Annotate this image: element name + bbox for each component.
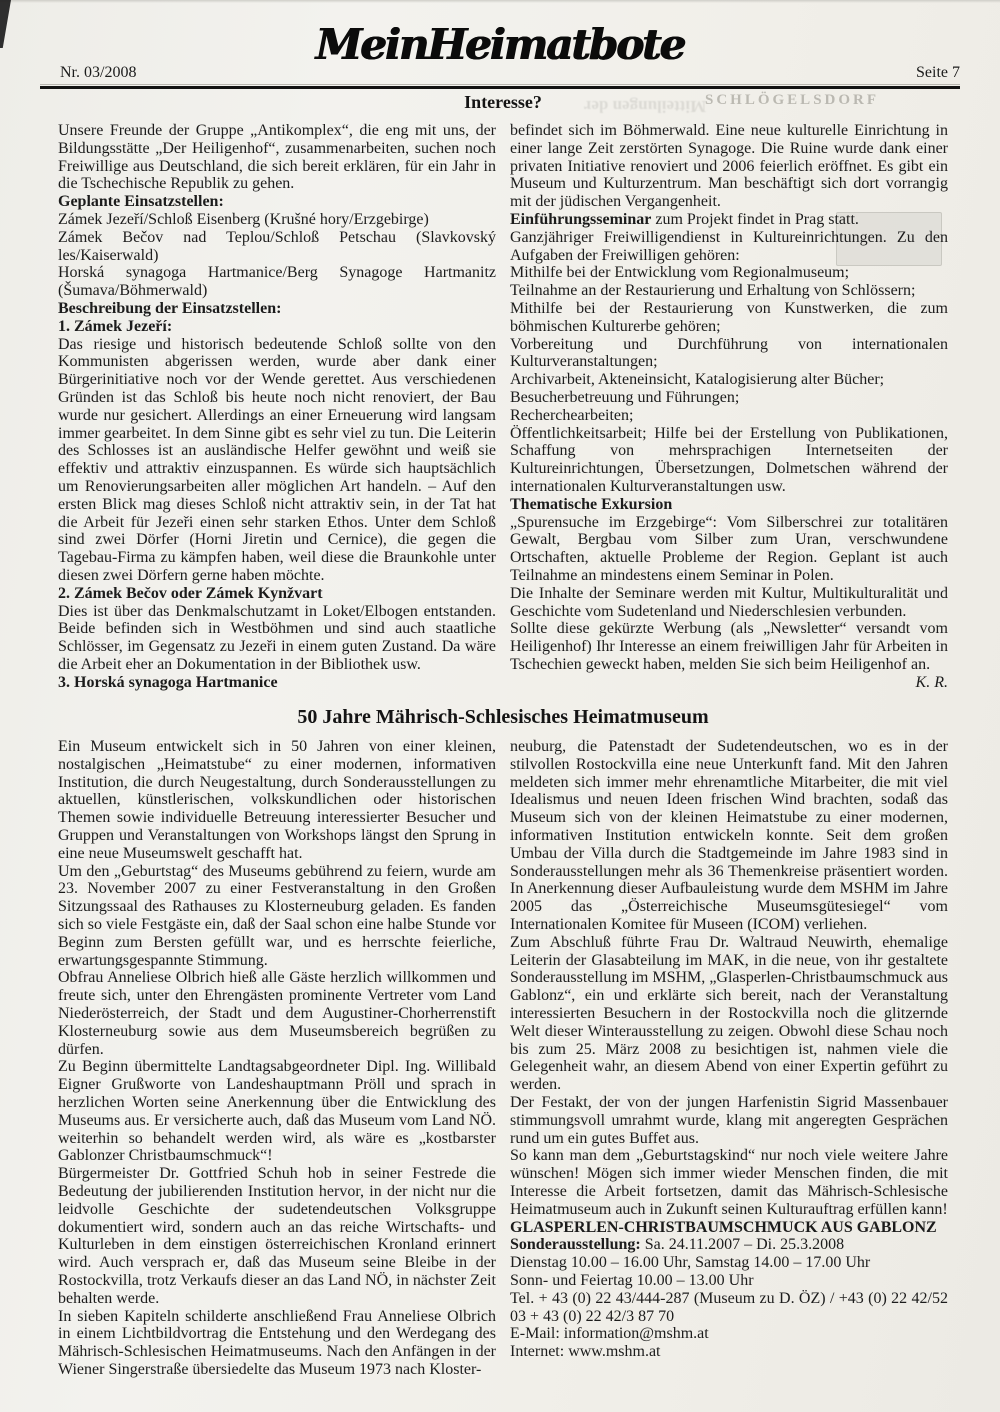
paragraph: Internet: www.mshm.at — [510, 1343, 661, 1361]
paragraph: Die Inhalte der Seminare werden mit Kultur, Multikulturalität und Geschichte vom Sudetenland und Niederschlesien verbunden. — [510, 584, 948, 620]
header-rule-thin — [40, 84, 960, 85]
paragraph: Zámek Jezeří/Schloß Eisenberg (Krušné hory/Erzgebirge) — [58, 210, 429, 228]
section-label: GLASPERLEN-CHRISTBAUMSCHMUCK AUS GABLONZ — [510, 1218, 937, 1236]
paragraph: Horská synagoga Hartmanice/Berg Synagoge Hartmanitz (Šumava/Böhmerwald) — [58, 264, 496, 300]
article-column-right — [510, 738, 948, 1379]
article-title: 50 Jahre Mährisch-Schlesisches Heimatmuseum — [297, 706, 709, 728]
section-label: 2. Zámek Bečov oder Zámek Kynžvart — [58, 584, 323, 602]
page-header — [40, 20, 960, 88]
paragraph: Zu Beginn übermittelte Landtagsabgeordneter Dipl. Ing. Willibald Eigner Grußworte von Landeshauptmann Pröll und sprach in herzlichen Worten seine Anerkennung über die Entwicklung des Museums aus. Er versicherte auch, daß das Museum vom Land NÖ. weiterhin so behandelt werden wird, als wäre es „kostbarster Gablonzer Christbaumschmuck“! — [58, 1058, 496, 1165]
article-column-left — [58, 738, 496, 1379]
page-number: Seite 7 — [916, 64, 960, 81]
section-label: Beschreibung der Einsatzstellen: — [58, 299, 282, 317]
article-columns — [58, 738, 948, 1379]
bold-lead: Einführungsseminar — [510, 210, 652, 228]
section-label: Geplante Einsatzstellen: — [58, 193, 224, 211]
header-rule — [40, 84, 960, 89]
paragraph: Recherchearbeiten; — [510, 406, 634, 424]
paragraph: In sieben Kapiteln schilderte anschließend Frau Anneliese Olbrich in einem Lichtbildvortrag die Entstehung und den Werdegang des Mährisch-Schlesischen Heimatmuseums. Nach den Anfängen in der Wiener Singerstraße übersiedelte das Museum 1973 nach Kloster- — [58, 1307, 496, 1378]
paragraph: Obfrau Anneliese Olbrich hieß alle Gäste herzlich willkommen und freute sich, unter den Ehrengästen prominente Vertreter vom Land Niederösterreich, der Stadt und dem Augustiner-Chorherrenstift Klosterneuburg sowie aus dem Museumsbereich begrüßen zu dürfen. — [58, 969, 496, 1058]
paragraph: Öffentlichkeitsarbeit; Hilfe bei der Erstellung von Publikationen, Schaffung von mehrsprachigen Internetseiten der Kultureinrichtungen, Übersetzungen, Dolmetschen während der internationalen Kulturveranstaltungen usw. — [510, 424, 948, 495]
scan-edge-shadow — [0, 0, 1000, 3]
paragraph: Sollte diese gekürzte Werbung (als „Newsletter“ versandt vom Heiligenhof) Ihr Interesse an einem freiwilligen Jahr für Arbeiten in Tschechien geweckt haben, melden Sie sich beim Heiligenhof an. — [510, 620, 948, 673]
bleedthrough-text-flipped: Mitteilungen der — [583, 97, 707, 116]
paragraph: Tel. + 43 (0) 22 43/444-287 (Museum zu D. ÖZ) / +43 (0) 22 42/52 03 + 43 (0) 22 42/3 87 70 — [510, 1289, 948, 1325]
paragraph: Ganzjähriger Freiwilligendienst in Kultureinrichtungen. Zu den Aufgaben der Freiwilligen gehören: — [510, 228, 948, 264]
byline: K. R. — [915, 673, 948, 691]
paragraph: Das riesige und historisch bedeutende Schloß sollte von den Kommunisten abgerissen werden, wurde aber dank einer Bürgerinitiative noch vor der Wende gerettet. Aus verschiedenen Gründen ist das Schloß bis heute noch nicht renoviert, der Bau wurde nur gesichert. Allerdings an einer Erneuerung wird langsam immer gearbeitet. In dem Sinne gibt es sehr viel zu tun. Die Leiterin des Schlosses ist an ausländische Helfer gewöhnt und weiß sie effektiv und attraktiv einzuspannen. Es würde sich hauptsächlich um Renovierungsarbeiten aller möglichen Art handeln. – Auf den ersten Blick mag dieses Schloß nicht attraktiv sein, in der Tat hat die Arbeit für Jezeři einen sehr starken Ethos. Unter dem Schloß sind zwei Dörfer (Horni Jiretin und Cernice), die gegen die Tagebau-Firma zu kämpfen haben, weil diese die Braunkohle unter diesen zwei Dörfern gerne haben möchte. — [58, 335, 496, 584]
paragraph: Mithilfe bei der Entwicklung vom Regionalmuseum; — [510, 264, 850, 282]
paragraph: Dies ist über das Denkmalschutzamt in Loket/Elbogen entstanden. Beide befinden sich in Westböhmen und sind auch staatliche Schlösser, im Gegensatz zu Jezeři in einem guten Zustand. Da wäre die Arbeit eher an Dokumentation in der Bibliothek usw. — [58, 602, 496, 673]
article-columns — [58, 122, 948, 692]
paragraph: Sonderausstellung: Sa. 24.11.2007 – Di. 25.3.2008 — [510, 1236, 845, 1254]
section-label: 3. Horská synagoga Hartmanice — [58, 673, 278, 691]
article-interesse — [58, 92, 948, 692]
bold-lead: Sonderausstellung: — [510, 1236, 641, 1254]
paragraph: Mithilfe bei der Restaurierung von Kunstwerken, die zum böhmischen Kulturerbe gehören; — [510, 299, 948, 335]
paragraph: Der Festakt, der von der jungen Harfenistin Sigrid Massenbauer stimmungsvoll umrahmt wurde, klang mit angeregten Gesprächen rund um ein gutes Buffet aus. — [510, 1093, 948, 1147]
paragraph: Vorbereitung und Durchführung von internationalen Kulturveranstaltungen; — [510, 335, 948, 371]
paragraph: So kann man dem „Geburtstagskind“ nur noch viele weitere Jahre wünschen! Mögen sich immer wieder Menschen finden, die mit Interesse die Arbeit fortsetzen, damit das Mährisch-Schlesische Heimatmuseum auch in Zukunft seinen Kulturauftrag erfüllen kann! — [510, 1147, 948, 1218]
paragraph: Um den „Geburtstag“ des Museums gebührend zu feiern, wurde am 23. November 2007 zu einer Festveranstaltung in den Großen Sitzungssaal des Rathauses zu Klosterneuburg geladen. Es fanden sich so viele Festgäste ein, daß der Saal schon eine halbe Stunde vor Beginn zum Bersten gefüllt war, und es herrschte feierliche, erwartungsgespannte Stimmung. — [58, 862, 496, 969]
paragraph: Besucherbetreuung und Führungen; — [510, 388, 740, 406]
article-column-left — [58, 122, 496, 692]
section-label: 1. Zámek Jezeří: — [58, 317, 173, 335]
paragraph: befindet sich im Böhmerwald. Eine neue kulturelle Einrichtung in einer lange Zeit zerstörten Synagoge. Die Ruine wurde dank einer privaten Initiative renoviert und 2006 feierlich eröffnet. Es gibt ein Museum und Kulturzentrum. Man beschäftigt sich dort vorrangig mit der jüdischen Vergangenheit. — [510, 122, 948, 211]
paragraph: Zum Abschluß führte Frau Dr. Waltraud Neuwirth, ehemalige Leiterin der Glasabteilung im MAK, in die neue, von ihr gestaltete Sonderausstellung im MSHM, „Glasperlen-Christbaumschmuck aus Gablonz“, ein und erklärte sich bereit, nach der Veranstaltung interessierten Besuchern in der Rostockvilla noch die glitzernde Welt dieser Winterausstellung zu zeigen. Obwohl diese Schau noch bis zum 25. März 2008 zu besichtigen ist, nahmen viele die Gelegenheit wahr, an diesem Abend von einer Expertin geführt zu werden. — [510, 933, 948, 1094]
masthead-title: MeinHeimatbote — [315, 20, 685, 69]
article-column-right — [510, 122, 948, 692]
paragraph: Bürgermeister Dr. Gottfried Schuh hob in seiner Festrede die Bedeutung der jubilierenden Institution hervor, in der nicht nur die leidvolle Geschichte der sudetendeutschen Volksgruppe dokumentiert wird, sondern auch an das reiche Wirtschafts- und Kulturleben in dem einstigen österreichischen Kronland erinnert wird. Auch versprach er, daß das Museum seine Bleibe in der Rostockvilla, trotz Verkaufs dieser an das Land NÖ, in nächster Zeit behalten werde. — [58, 1165, 496, 1307]
paragraph: Ein Museum entwickelt sich in 50 Jahren von einer kleinen, nostalgischen „Heimatstube“ zu einer modernen, informativen Institution, die durch Neugestaltung, durch Sonderausstellungen zu aktuellen, künstlerischen, volkskundlichen oder historischen Themen sowie individuelle Betreuung interessierter Besucher und Gruppen und Veranstaltungen von Workshops längst den Sprung in eine neue Museumswelt geschafft hat. — [58, 738, 496, 862]
paragraph: Sonn- und Feiertag 10.00 – 13.00 Uhr — [510, 1271, 754, 1289]
issue-number: Nr. 03/2008 — [60, 64, 137, 81]
paragraph: Einführungsseminar zum Projekt findet in Prag statt. — [510, 210, 859, 228]
bleedthrough-text-caps: SCHLÖGELSDORF — [705, 92, 880, 108]
paragraph: Archivarbeit, Akteneinsicht, Katalogisierung alter Bücher; — [510, 371, 885, 389]
paragraph: Unsere Freunde der Gruppe „Antikomplex“, die eng mit uns, der Bildungsstätte „Der Heiligenhof“, zusammenarbeiten, suchen noch Freiwillige aus Deutschland, die sich bereit erklären, für ein Jahr in die Tschechische Republik zu gehen. — [58, 122, 496, 193]
paragraph: Dienstag 10.00 – 16.00 Uhr, Samstag 14.00 – 17.00 Uhr — [510, 1254, 871, 1272]
article-title: Interesse? — [464, 92, 542, 112]
article-heimatmuseum — [58, 706, 948, 1379]
paragraph: Zámek Bečov nad Teplou/Schloß Petschau (Slavkovský les/Kaiserwald) — [58, 228, 496, 264]
section-label: Thematische Exkursion — [510, 495, 673, 513]
paragraph: E-Mail: information@mshm.at — [510, 1325, 709, 1343]
paragraph: Teilnahme an der Restaurierung und Erhaltung von Schlössern; — [510, 282, 916, 300]
scan-corner-artifact — [0, 0, 11, 48]
paragraph: neuburg, die Patenstadt der Sudetendeutschen, wo es in der stilvollen Rostockvilla eine neue Unterkunft fand. Mit den Jahren meldeten sich immer mehr ehrenamtliche Mitarbeiter, die mit viel Idealismus und neuen Ideen frischen Wind brachten, sodaß das Museum sich von der kleinen Heimatstube zu einer modernen, informativen Institution entwickeln konnte. Seit dem großen Umbau der Villa durch die Stadtgemeinde im Jahre 1983 sind in Sonderausstellungen mehr als 36 Themenkreise präsentiert worden. In Anerkennung dieser Aufbauleistung wurde dem MSHM im Jahre 2005 das „Österreichische Museumsgütesiegel“ vom Internationalen Komitee für Museen (ICOM) verliehen. — [510, 738, 948, 933]
paragraph: „Spurensuche im Erzgebirge“: Vom Silberschrei zur totalitären Gewalt, Bergbau vom Silber zum Uran, verschwundene Ortschaften, aktuelle Probleme der Region. Geplant ist auch Teilnahme an mindestens einem Seminar in Polen. — [510, 513, 948, 584]
header-rule-thick — [40, 86, 960, 89]
